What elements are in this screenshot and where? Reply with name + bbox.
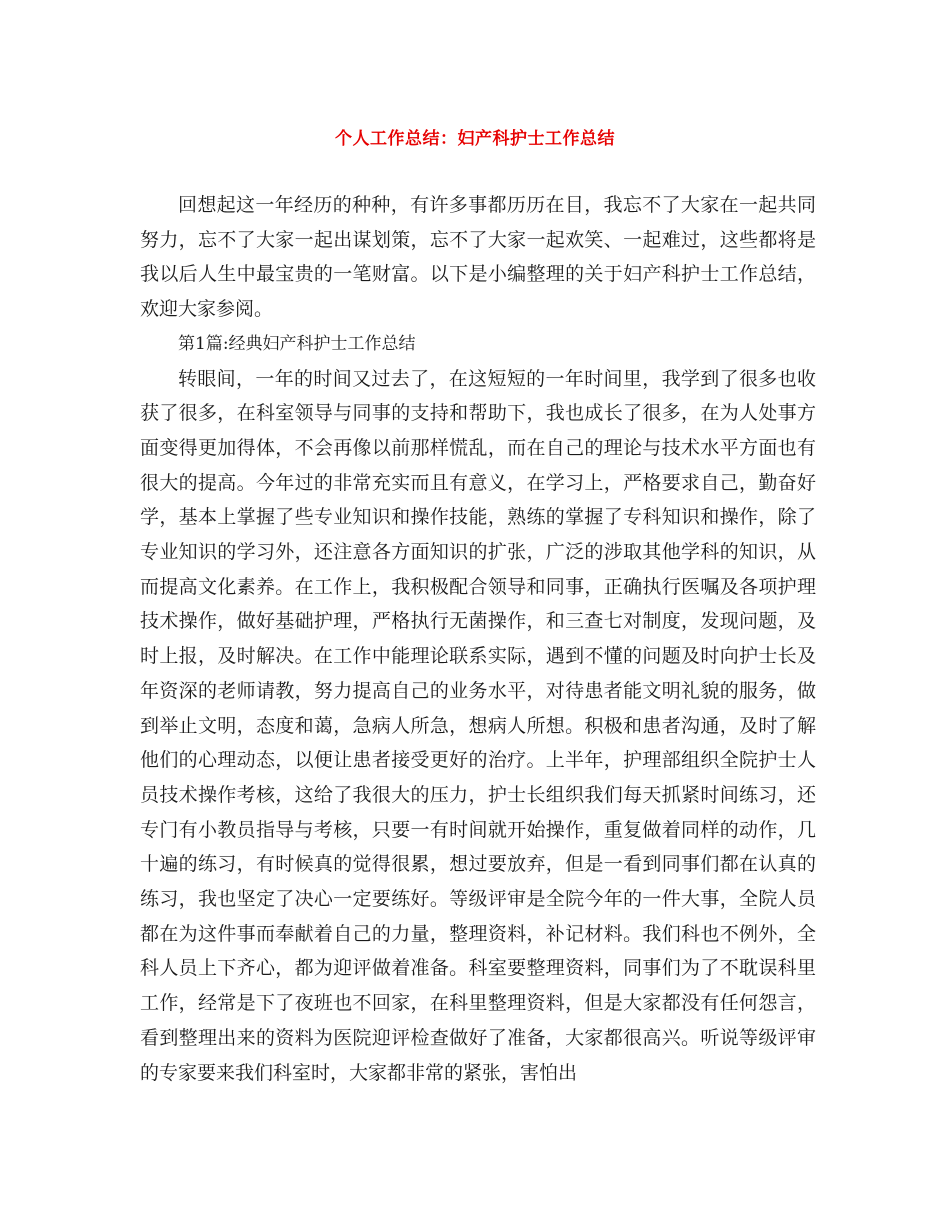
document-body [140,188,816,1090]
intro-paragraph: 回想起这一年经历的种种，有许多事都历历在目，我忘不了大家在一起共同努力，忘不了大家一起出谋划策，忘不了大家一起欢笑、一起难过，这些都将是我以后人生中最宝贵的一笔财富。以下是小编整理的关于妇产科护士工作总结，欢迎大家参阅。 [140,194,816,321]
body-paragraph: 转眼间，一年的时间又过去了，在这短短的一年时间里，我学到了很多也收获了很多，在科室领导与同事的支持和帮助下，我也成长了很多，在为人处事方面变得更加得体，不会再像以前那样慌乱，而在自己的理论与技术水平方面也有很大的提高。今年过的非常充实而且有意义，在学习上，严格要求自己，勤奋好学，基本上掌握了些专业知识和操作技能，熟练的掌握了专科知识和操作，除了专业知识的学习外，还注意各方面知识的扩张，广泛的涉取其他学科的知识，从而提高文化素养。在工作上，我积极配合领导和同事，正确执行医嘱及各项护理技术操作，做好基础护理，严格执行无菌操作，和三查七对制度，发现问题，及时上报，及时解决。在工作中能理论联系实际，遇到不懂的问题及时向护士长及年资深的老师请教，努力提高自己的业务水平，对待患者能文明礼貌的服务，做到举止文明，态度和蔼，急病人所急，想病人所想。积极和患者沟通，及时了解他们的心理动态，以便让患者接受更好的治疗。上半年，护理部组织全院护士人员技术操作考核，这给了我很大的压力，护士长组织我们每天抓紧时间练习，还专门有小教员指导与考核，只要一有时间就开始操作，重复做着同样的动作，几十遍的练习，有时候真的觉得很累，想过要放弃，但是一看到同事们都在认真的练习，我也坚定了决心一定要练好。等级评审是全院今年的一件大事，全院人员都在为这件事而奉献着自己的力量，整理资料，补记材料。我们科也不例外，全科人员上下齐心，都为迎评做着准备。科室要整理资料，同事们为了不耽误科里工作，经常是下了夜班也不回家，在科里整理资料，但是大家都没有任何怨言，看到整理出来的资料为医院迎评检查做好了准备，大家都很高兴。听说等级评审的专家要来我们科室时，大家都非常的紧张，害怕出 [140,367,816,1084]
section-heading: 第1篇:经典妇产科护士工作总结 [178,333,416,354]
document-title: 个人工作总结：妇产科护士工作总结 [335,129,615,149]
